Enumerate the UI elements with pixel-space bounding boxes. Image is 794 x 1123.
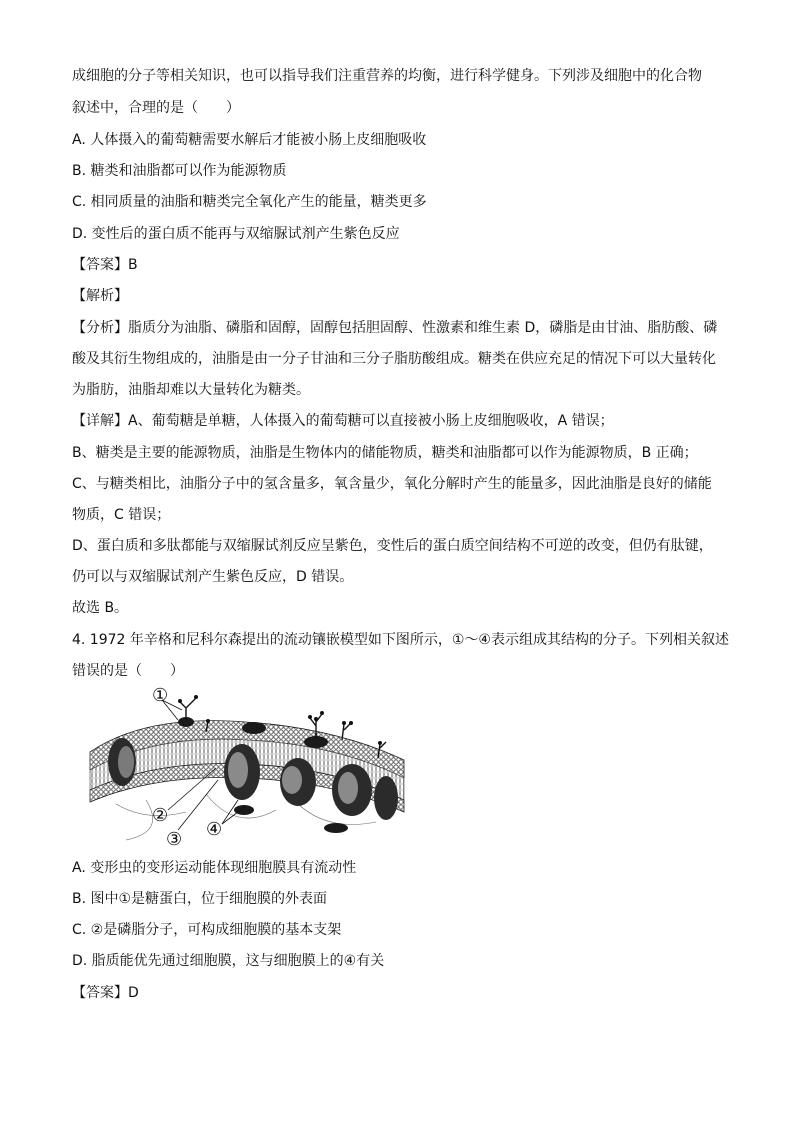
answer-value: B [128, 257, 138, 273]
answer-tag: 【答案】 [72, 257, 128, 273]
fenxi-text: 酸及其衍生物组成的，油脂是由一分子甘油和三分子脂肪酸组成。糖类在供应充足的情况下可以大量转化 [72, 351, 716, 367]
answer-line [72, 255, 732, 275]
stem-line: 叙述中，合理的是（ ） [72, 100, 240, 116]
label-2: ② [152, 805, 169, 826]
xiangjie-text: B、糖类是主要的能源物质，油脂是生物体内的储能物质，糖类和油脂都可以作为能源物质，B 正确； [72, 445, 698, 461]
analysis-tag: 【解析】 [72, 288, 128, 304]
stem-line: 成细胞的分子等相关知识，也可以指导我们注重营养的均衡，进行科学健身。下列涉及细胞中的化合物 [72, 68, 702, 84]
option-b: B. 图中①是糖蛋白，位于细胞膜的外表面 [72, 891, 328, 907]
option-b: B. 糖类和油脂都可以作为能源物质 [72, 163, 287, 179]
option-a: A. 变形虫的变形运动能体现细胞膜具有流动性 [72, 860, 357, 876]
xiangjie-text: 仍可以与双缩脲试剂产生紫色反应，D 错误。 [72, 569, 354, 585]
conclusion: 故选 B。 [72, 600, 129, 616]
label-1: ① [152, 685, 169, 706]
option-c: C. ②是磷脂分子，可构成细胞膜的基本支架 [72, 922, 342, 938]
option-c: C. 相同质量的油脂和糖类完全氧化产生的能量，糖类更多 [72, 194, 427, 210]
answer-tag: 【答案】 [72, 985, 128, 1001]
xiangjie-text: 物质，C 错误； [72, 507, 171, 523]
stem-line: 错误的是（ ） [72, 663, 184, 679]
fenxi-text: 为脂肪，油脂却难以大量转化为糖类。 [72, 382, 310, 398]
xiangjie-text: C、与糖类相比，油脂分子中的氢含量多，氧含量少，氧化分解时产生的能量多，因此油脂是良好的储能 [72, 476, 712, 492]
xiangjie-tag: 【详解】 [72, 413, 128, 429]
label-3: ③ [166, 829, 183, 848]
option-d: D. 变性后的蛋白质不能再与双缩脲试剂产生紫色反应 [72, 226, 400, 242]
fenxi-text: 脂质分为油脂、磷脂和固醇，固醇包括胆固醇、性激素和维生素 D，磷脂是由甘油、脂肪酸、磷 [128, 320, 718, 336]
fenxi-line [72, 318, 732, 338]
label-4: ④ [206, 819, 223, 840]
xiangjie-text: D、蛋白质和多肽都能与双缩脲试剂反应呈紫色，变性后的蛋白质空间结构不可逆的改变，但仍有肽键， [72, 538, 713, 554]
fenxi-tag: 【分析】 [72, 320, 128, 336]
stem-line: 4. 1972 年辛格和尼科尔森提出的流动镶嵌模型如下图所示，①～④表示组成其结构的分子。下列相关叙述 [72, 632, 729, 648]
option-a: A. 人体摄入的葡萄糖需要水解后才能被小肠上皮细胞吸收 [72, 132, 427, 148]
answer-line [72, 983, 732, 1003]
option-d: D. 脂质能优先通过细胞膜，这与细胞膜上的④有关 [72, 953, 385, 969]
answer-value: D [128, 985, 139, 1001]
fluid-mosaic-model-figure [86, 682, 406, 848]
xiangjie-text: A、葡萄糖是单糖，人体摄入的葡萄糖可以直接被小肠上皮细胞吸收，A 错误； [128, 413, 614, 429]
xiangjie-line [72, 411, 732, 431]
